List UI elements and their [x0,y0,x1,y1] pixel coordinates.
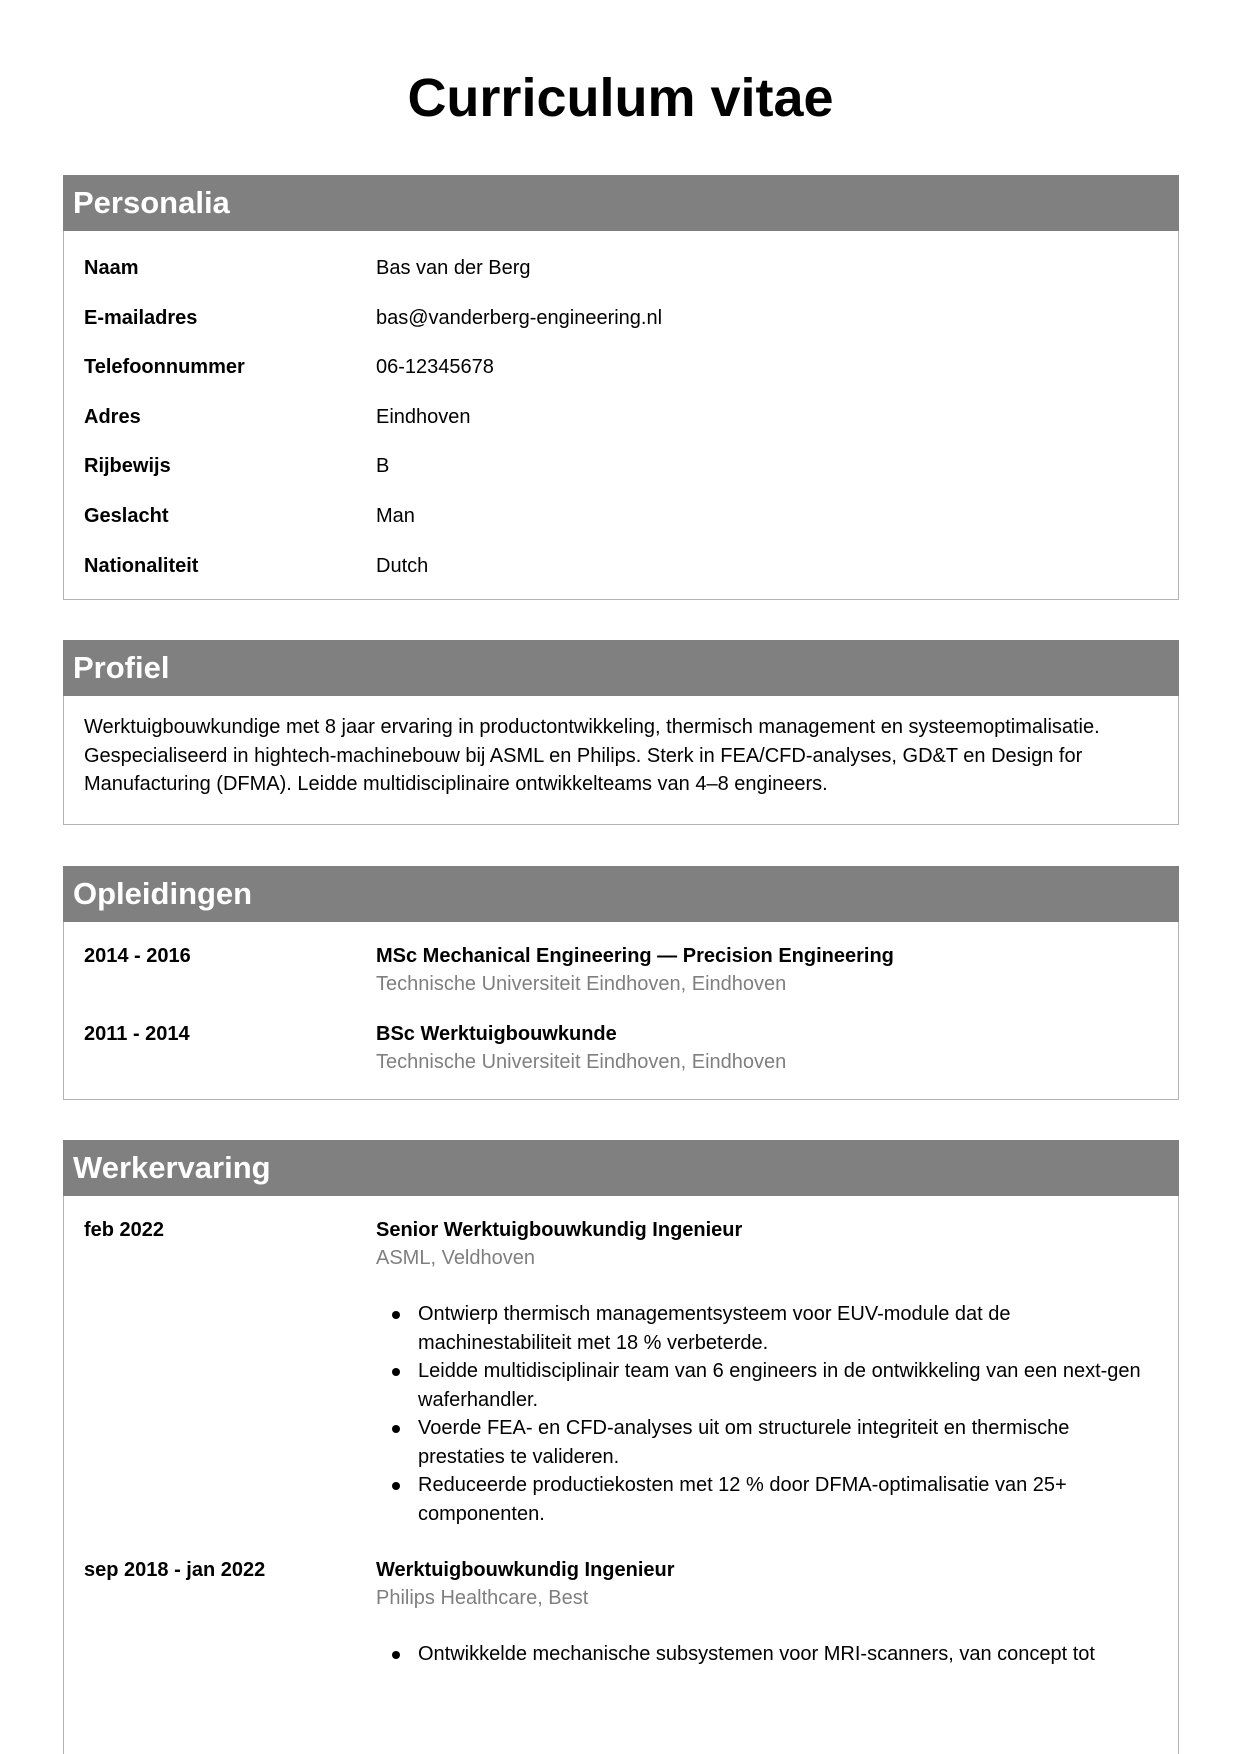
field-row-address [64,402,1178,452]
job-bullet [376,1300,1158,1357]
field-row-phone [64,352,1178,402]
field-value: Bas van der Berg [376,257,531,279]
bullet-icon [392,1651,400,1659]
bullet-text: Ontwikkelde mechanische subsystemen voor MRI-scanners, van concept tot [418,1643,1095,1665]
bullet-text: Reduceerde productiekosten met 12 % door DFMA-optimalisatie van 25+ componenten. [418,1474,1067,1525]
bullet-text: Ontwierp thermisch managementsysteem voor EUV-module dat de machinestabiliteit met 18 % verbeterde. [418,1303,1011,1354]
field-label: Naam [84,257,139,279]
page-title: Curriculum vitae [407,68,834,128]
education-institution: Technische Universiteit Eindhoven, Eindhoven [376,1051,787,1073]
field-value: bas@vanderberg-engineering.nl [376,306,663,329]
bullet-icon [392,1368,400,1376]
section-heading-personalia: Personalia [63,175,1179,231]
job-entry [64,1556,1178,1669]
education-entry [64,942,1178,1020]
field-label: Nationaliteit [84,554,199,577]
education-period: 2014 - 2016 [84,945,191,967]
field-label: Telefoonnummer [84,356,245,379]
education-institution: Technische Universiteit Eindhoven, Eindhoven [376,973,787,995]
field-value: Man [376,504,415,527]
section-heading-opleidingen: Opleidingen [63,866,1179,922]
field-label: Geslacht [84,504,169,527]
education-entry [64,1020,1178,1098]
bullet-icon [392,1311,400,1319]
field-row-name [64,253,1178,303]
bullet-icon [392,1425,400,1433]
opleidingen-section [63,866,1179,1100]
bullet-icon [392,1482,400,1490]
job-company: Philips Healthcare, Best [376,1587,589,1609]
profiel-section [63,640,1179,825]
job-title: Werktuigbouwkundig Ingenieur [376,1559,675,1581]
field-label: Adres [84,405,141,428]
field-value: 06-12345678 [376,356,494,379]
bullet-text: Leidde multidisciplinair team van 6 engineers in de ontwikkeling van een next-gen waferhandler. [418,1360,1141,1411]
personalia-section [63,175,1179,600]
education-title: MSc Mechanical Engineering — Precision Engineering [376,945,894,967]
field-row-email [64,303,1178,353]
field-value: Dutch [376,554,429,577]
section-heading-profiel: Profiel [63,640,1179,696]
job-period: sep 2018 - jan 2022 [84,1559,266,1581]
education-title: BSc Werktuigbouwkunde [376,1023,617,1045]
job-period: feb 2022 [84,1219,165,1241]
job-bullets [376,1300,1158,1528]
job-bullet [376,1357,1158,1414]
werkervaring-section [63,1140,1179,1754]
job-bullet [376,1471,1158,1528]
job-bullet [376,1414,1158,1471]
field-label: Rijbewijs [84,455,171,478]
job-entry [64,1216,1178,1556]
field-value: Eindhoven [376,405,471,428]
bullet-text: Voerde FEA- en CFD-analyses uit om structurele integriteit en thermische prestaties te valideren. [418,1417,1070,1468]
job-title: Senior Werktuigbouwkundig Ingenieur [376,1219,743,1241]
field-value: B [376,455,390,478]
job-bullets [376,1640,1158,1669]
job-company: ASML, Veldhoven [376,1247,535,1269]
field-label: E-mailadres [84,306,198,329]
job-bullet [376,1640,1158,1669]
field-row-nationality [64,551,1178,601]
profile-text: Werktuigbouwkundige met 8 jaar ervaring in productontwikkeling, thermisch management en systeemoptimalisatie. Gespecialiseerd in hightech-machinebouw bij ASML en Philips. Sterk in FEA/CFD-analyses, GD&T en Design for Manufacturing (DFMA). Leidde multidisciplinaire ontwikkelteams van 4–8 engineers. [84,716,1100,795]
education-period: 2011 - 2014 [84,1023,190,1045]
field-row-license [64,451,1178,501]
section-heading-werkervaring: Werkervaring [63,1140,1179,1196]
field-row-gender [64,501,1178,551]
